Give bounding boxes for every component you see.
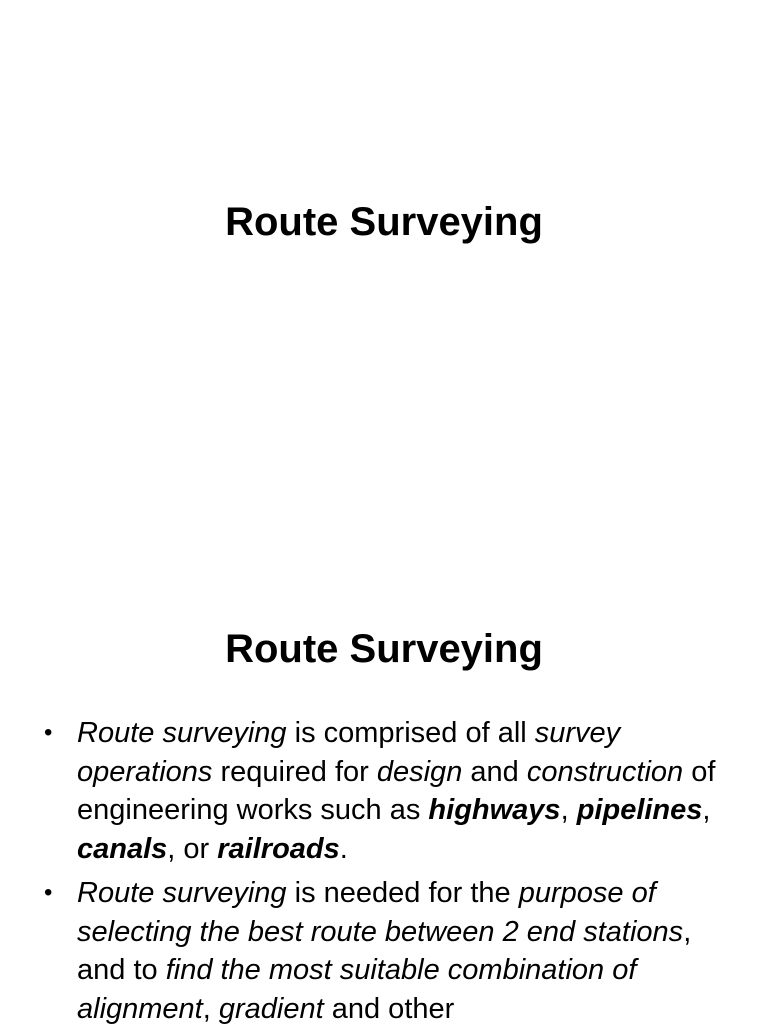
bullet-segment: purpose of selecting the best route between 2 end stations (77, 877, 684, 948)
bullet-segment: design (376, 755, 463, 788)
bullet-segment: , (202, 992, 219, 1024)
bullet-segment: is comprised of all (286, 717, 535, 749)
bullet-segment: pipelines (576, 794, 703, 826)
bullet-segment: railroads (217, 832, 340, 865)
bullet-segment: , (560, 794, 577, 826)
bullet-segment: survey operations (77, 717, 621, 788)
bullet-segment: is needed for the (286, 877, 519, 909)
bullet-segment: , or (167, 832, 218, 865)
bullet-segment: construction (526, 755, 684, 788)
bullet-marker: • (44, 879, 53, 906)
bullet-segment: . (339, 832, 348, 865)
bullet-text (77, 874, 728, 1024)
slide-title: Route Surveying (225, 200, 543, 244)
bullet-segment: canals (77, 832, 168, 865)
bullet-segment: and other (323, 992, 455, 1024)
bullet-segment: Route surveying (77, 717, 287, 749)
bullet-segment: Route surveying (77, 877, 287, 909)
bullet-item (0, 874, 768, 1024)
slide-title: Route Surveying (225, 627, 543, 671)
bullet-item (0, 714, 768, 868)
bullet-segment: and (462, 755, 527, 788)
bullet-text (77, 714, 728, 868)
bullet-segment: of engineering works such as (77, 755, 716, 826)
bullet-segment: find the most suitable combination of alignment (77, 954, 637, 1024)
bullet-list (0, 714, 768, 1024)
bullet-segment: , (702, 794, 711, 826)
bullet-segment: gradient (218, 992, 324, 1024)
bullet-segment: required for (212, 755, 377, 788)
bullet-segment: highways (428, 794, 561, 826)
bullet-marker: • (44, 719, 53, 746)
slide-2 (0, 576, 768, 1024)
bullet-segment: , and to (77, 915, 692, 986)
